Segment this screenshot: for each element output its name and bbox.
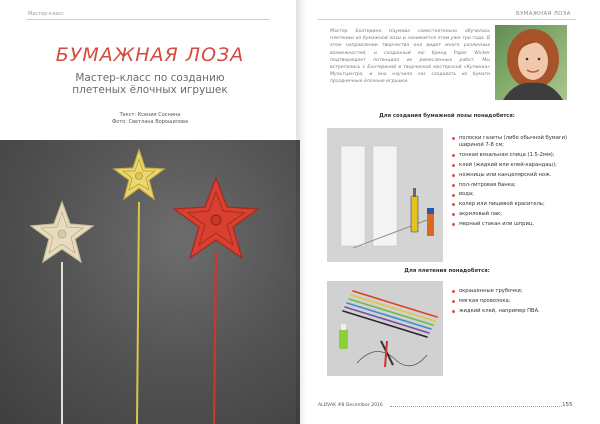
footer-dotted-rule	[390, 406, 562, 407]
newspaper-strip-right	[373, 146, 397, 246]
red-star-stick	[214, 252, 216, 424]
portrait-face	[518, 42, 548, 80]
newspaper-strip-left	[341, 146, 365, 246]
portrait-eye-left	[526, 58, 529, 61]
page-title: БУМАЖНАЯ ЛОЗА	[55, 44, 245, 66]
list-item: тонкая вязальная спица (1.5-2мм);	[452, 152, 576, 159]
list-item: пол-литровая банка;	[452, 182, 576, 189]
glue-bottle-cap	[341, 324, 346, 330]
yellow-star	[114, 150, 164, 199]
list-item: акриловый лак;	[452, 211, 576, 218]
list-item: мягкая проволока;	[452, 298, 576, 305]
list-item: окрашенные трубочки;	[452, 288, 576, 295]
list-item: мерный стакан или шприц.	[452, 221, 576, 228]
materials-list-2	[452, 288, 576, 317]
header-rule-right	[318, 19, 576, 20]
list-item: клей (жидкий или клей-карандаш);	[452, 162, 576, 169]
page-subtitle: Мастер-класс по созданию плетеных ёлочных игрушек	[72, 72, 228, 96]
glue-stick-cap	[427, 208, 434, 214]
text-credit: Текст: Ксения Соснина	[119, 112, 181, 118]
cream-star	[31, 202, 93, 262]
list-item: колер или пищевой краситель;	[452, 201, 576, 208]
list-item: полоски газеты (либо обычной бумаги) шириной 7-8 см;	[452, 135, 576, 150]
section-label-right: БУМАЖНАЯ ЛОЗА	[516, 11, 571, 17]
footer-issue: ALDVAK #8 December 2016	[318, 403, 383, 408]
materials-photo-1	[327, 128, 443, 262]
header-rule	[26, 19, 270, 20]
portrait-eye-right	[538, 58, 541, 61]
section-label: Мастер-класс	[28, 11, 64, 17]
yellow-star-stick	[137, 202, 139, 424]
photo-credit: Фото: Светлана Ворошилова	[111, 119, 189, 125]
list-item: ножницы или канцелярский нож.	[452, 172, 576, 179]
utility-knife-blade	[413, 188, 416, 197]
materials-list-1	[452, 135, 576, 231]
page-number: 155	[562, 402, 573, 408]
materials-heading-2: Для плетения понадобятся:	[404, 268, 490, 274]
glue-bottle	[339, 329, 348, 349]
intro-paragraph: Мастер Екатерина Наумова самостоятельно обучилась плетению из бумажной лозы и занимается этим уже три года. В этом направлении творчества она видит много различных возможностей, и созданный ею бренд Paper Wicker подтверждает потенциал ее ремесленных работ. Мы встретились с Екатериной в творческой мастерской «Купинка» Мультцентра, и она научила нас создавать из бумаги праздничные ёлочные игрушки.	[330, 29, 490, 85]
red-star	[174, 178, 258, 258]
portrait-shoulders	[503, 83, 563, 100]
author-portrait	[495, 25, 567, 100]
materials-heading-1: Для создания бумажной лозы понадобятся:	[379, 113, 515, 119]
page-gutter	[296, 0, 306, 424]
glue-stick	[427, 214, 434, 236]
materials-photo-2	[327, 281, 443, 376]
list-item: вода;	[452, 191, 576, 198]
utility-knife	[411, 196, 418, 232]
list-item: жидкий клей, например ПВА.	[452, 308, 576, 315]
stars-illustration	[0, 140, 300, 424]
